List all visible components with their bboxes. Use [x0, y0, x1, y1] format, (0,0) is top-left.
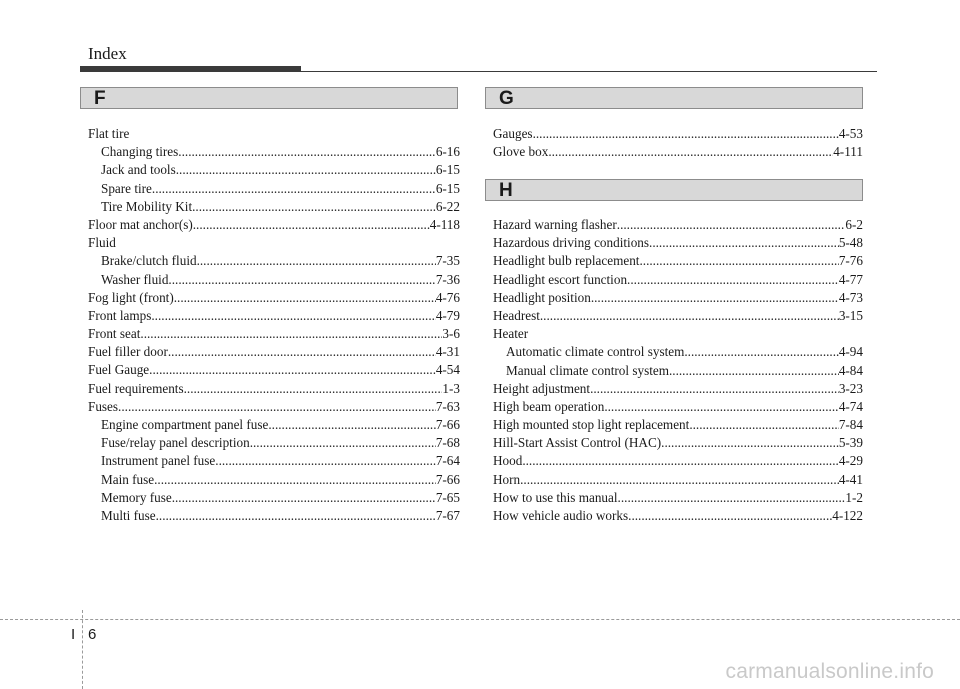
index-entry: How to use this manual ..... 1-2 [493, 489, 863, 507]
index-entry: Hazardous driving conditions ..... 5-48 [493, 234, 863, 252]
section-bar-h [485, 179, 863, 201]
section-bar-g [485, 87, 863, 109]
index-entry: Horn ..... 4-41 [493, 471, 863, 489]
index-entry: Hazard warning flasher ..... 6-2 [493, 216, 863, 234]
index-entry: Brake/clutch fluid ..... 7-35 [88, 252, 460, 270]
index-entry: Engine compartment panel fuse ..... 7-66 [88, 416, 460, 434]
index-entry: Heater [493, 326, 529, 342]
index-entry: Washer fluid ..... 7-36 [88, 271, 460, 289]
index-entry: High beam operation ..... 4-74 [493, 398, 863, 416]
index-entry: Fuses ..... 7-63 [88, 398, 460, 416]
header-rule-thin [80, 71, 877, 72]
index-entry: Automatic climate control system ..... 4-94 [493, 343, 863, 361]
section-letter-g: G [499, 88, 514, 109]
index-entry: Fuel Gauge ..... 4-54 [88, 361, 460, 379]
index-entry: Gauges ..... 4-53 [493, 125, 863, 143]
section-letter-h: H [499, 180, 513, 201]
index-entry: Headlight escort function ..... 4-77 [493, 271, 863, 289]
index-entry: Tire Mobility Kit ..... 6-22 [88, 198, 460, 216]
footer-divider [82, 610, 83, 689]
footer-section-letter: I [71, 626, 76, 643]
watermark: carmanualsonline.info [725, 660, 934, 683]
index-entry: Front seat ..... 3-6 [88, 325, 460, 343]
index-entry: Fuse/relay panel description ..... 7-68 [88, 434, 460, 452]
index-entry: Changing tires ..... 6-16 [88, 143, 460, 161]
index-entry: Height adjustment ..... 3-23 [493, 380, 863, 398]
index-column-g [493, 125, 863, 161]
index-entry: Jack and tools ..... 6-15 [88, 161, 460, 179]
index-entry: Headlight bulb replacement ..... 7-76 [493, 252, 863, 270]
index-entry: Manual climate control system ..... 4-84 [493, 362, 863, 380]
footer-rule [0, 619, 960, 620]
index-entry: Memory fuse ..... 7-65 [88, 489, 460, 507]
index-entry: Fuel requirements ..... 1-3 [88, 380, 460, 398]
index-entry: Hood ..... 4-29 [493, 452, 863, 470]
index-entry: Headrest ..... 3-15 [493, 307, 863, 325]
index-entry: Multi fuse ..... 7-67 [88, 507, 460, 525]
section-letter-f: F [94, 88, 106, 109]
index-entry: Front lamps ..... 4-79 [88, 307, 460, 325]
index-entry: Instrument panel fuse ..... 7-64 [88, 452, 460, 470]
index-entry: Fog light (front) ..... 4-76 [88, 289, 460, 307]
index-entry: High mounted stop light replacement ..... 7-84 [493, 416, 863, 434]
index-entry: Glove box ..... 4-111 [493, 143, 863, 161]
index-entry: Fuel filler door ..... 4-31 [88, 343, 460, 361]
header-title: Index [88, 44, 127, 63]
index-entry: Headlight position ..... 4-73 [493, 289, 863, 307]
index-entry: How vehicle audio works ..... 4-122 [493, 507, 863, 525]
index-entry: Floor mat anchor(s) ..... 4-118 [88, 216, 460, 234]
index-entry: Spare tire ..... 6-15 [88, 180, 460, 198]
index-entry: Fluid [88, 235, 116, 251]
footer-page-number: 6 [88, 626, 97, 643]
index-column-h [493, 216, 863, 525]
section-bar-f [80, 87, 458, 109]
index-entry: Main fuse ..... 7-66 [88, 471, 460, 489]
index-column-f [88, 125, 460, 525]
index-entry: Hill-Start Assist Control (HAC) ..... 5-39 [493, 434, 863, 452]
index-entry: Flat tire [88, 126, 130, 141]
